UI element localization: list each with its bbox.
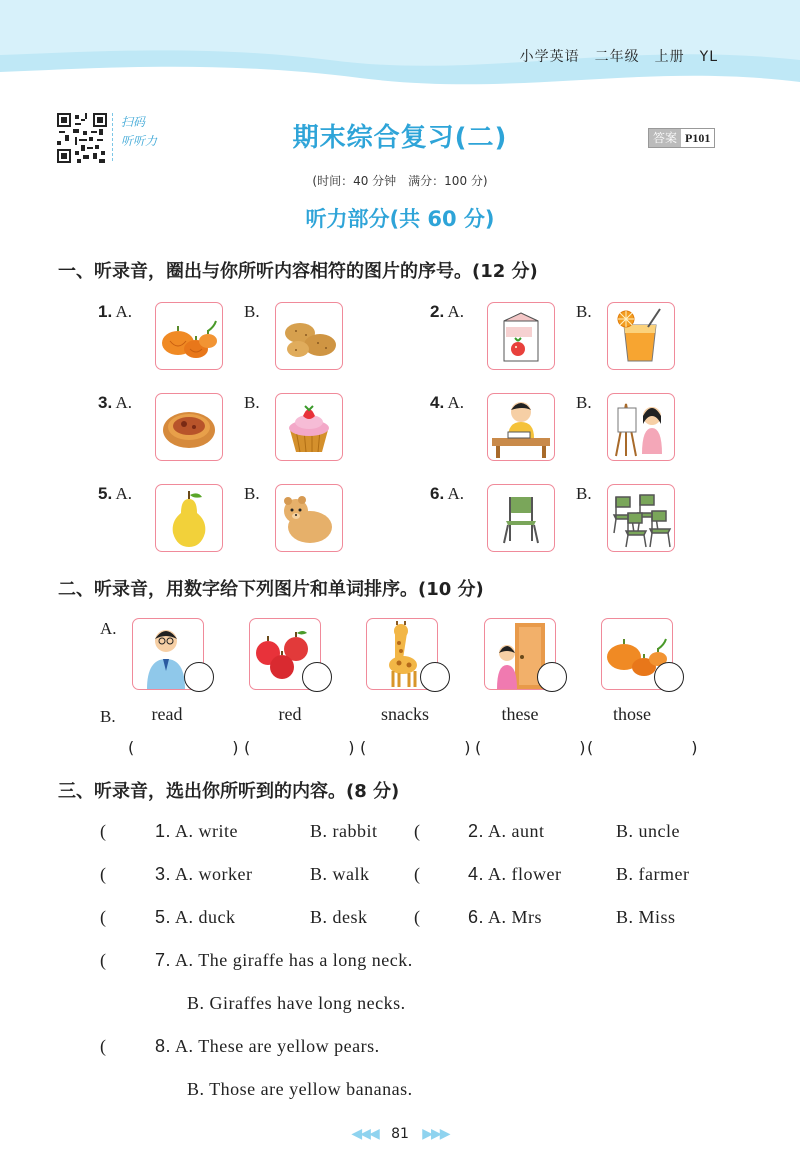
word-these: these <box>501 704 539 724</box>
orange-juice-icon[interactable] <box>607 302 675 370</box>
word-snacks: snacks <box>381 704 429 724</box>
item6-num: 6. <box>430 484 445 503</box>
qr-caption-line2: 听听力 <box>121 134 158 148</box>
item3-option-a: A. <box>115 393 133 412</box>
q2-num: 2. <box>468 821 485 841</box>
q8-option-a: A. These are yellow pears. <box>175 1036 380 1056</box>
q2-blank[interactable]: ( <box>414 821 421 841</box>
chairs-icon[interactable] <box>607 484 675 552</box>
pumpkins-icon[interactable] <box>155 302 223 370</box>
q4 <box>468 864 562 885</box>
q7-num: 7. <box>155 950 172 970</box>
q7 <box>155 950 413 971</box>
section2-label-b: B. <box>100 707 116 726</box>
q5-option-b: B. desk <box>310 907 368 927</box>
section3-title: 三、听录音，选出你所听到的内容。(8 分) <box>58 781 400 802</box>
q1-option-a: A. write <box>175 821 239 841</box>
q7-blank[interactable]: ( <box>100 950 107 970</box>
q1-num: 1. <box>155 821 172 841</box>
order-circle-4[interactable] <box>537 662 567 692</box>
q3-num: 3. <box>155 864 172 884</box>
word-read: read <box>151 704 183 724</box>
item1-option-b: B. <box>244 302 260 321</box>
item5-option-b: B. <box>244 484 260 503</box>
q6-blank[interactable]: ( <box>414 907 421 927</box>
item5-option-a: A. <box>115 484 133 503</box>
answer-tag <box>648 128 715 148</box>
egg-tart-icon[interactable] <box>155 393 223 461</box>
item2-option-b: B. <box>576 302 592 321</box>
item1-label <box>98 302 132 322</box>
page-number: 81 <box>391 1126 409 1142</box>
q8-blank[interactable]: ( <box>100 1036 107 1056</box>
q6 <box>468 907 542 928</box>
q8 <box>155 1036 380 1057</box>
item1-num: 1. <box>98 302 113 321</box>
section2-label-a: A. <box>100 619 117 638</box>
q5 <box>155 907 236 928</box>
q2 <box>468 821 545 842</box>
item4-option-a: A. <box>447 393 465 412</box>
item2-num: 2. <box>430 302 445 321</box>
q6-option-b: B. Miss <box>616 907 676 927</box>
q3-option-a: A. worker <box>175 864 253 884</box>
item3-num: 3. <box>98 393 113 412</box>
q5-num: 5. <box>155 907 172 927</box>
q6-num: 6. <box>468 907 485 927</box>
item3-option-b: B. <box>244 393 260 412</box>
prev-arrows-icon: ◀◀◀ <box>351 1126 378 1142</box>
page-title: 期末综合复习(二) <box>292 123 508 153</box>
q6-option-a: A. Mrs <box>488 907 543 927</box>
order-circle-5[interactable] <box>654 662 684 692</box>
q4-blank[interactable]: ( <box>414 864 421 884</box>
potatoes-icon[interactable] <box>275 302 343 370</box>
answer-blank-4[interactable]: ( ) <box>475 738 608 757</box>
q4-option-a: A. flower <box>488 864 562 884</box>
header-course-info: 小学英语 二年级 上册 YL <box>519 49 718 65</box>
word-those: those <box>613 704 651 724</box>
item2-option-a: A. <box>447 302 465 321</box>
q1-option-b: B. rabbit <box>310 821 378 841</box>
answer-label: 答案 <box>649 129 681 147</box>
answer-blank-3[interactable]: ( ) <box>360 738 493 757</box>
milk-carton-icon[interactable] <box>487 302 555 370</box>
answer-page: P101 <box>685 131 711 145</box>
item6-label <box>430 484 464 504</box>
answer-blank-5[interactable]: ( ) <box>587 738 720 757</box>
chair-icon[interactable] <box>487 484 555 552</box>
item3-label <box>98 393 132 413</box>
item4-label <box>430 393 464 413</box>
item2-label <box>430 302 464 322</box>
q1 <box>155 821 238 842</box>
order-circle-2[interactable] <box>302 662 332 692</box>
exam-info: (时间：40 分钟 满分：100 分) <box>312 174 488 188</box>
bear-icon[interactable] <box>275 484 343 552</box>
section1-title: 一、听录音，圈出与你所听内容相符的图片的序号。(12 分) <box>58 261 538 282</box>
item6-option-b: B. <box>576 484 592 503</box>
q5-blank[interactable]: ( <box>100 907 107 927</box>
cupcake-icon[interactable] <box>275 393 343 461</box>
item5-num: 5. <box>98 484 113 503</box>
item4-num: 4. <box>430 393 445 412</box>
page-footer <box>0 1126 800 1142</box>
item4-option-b: B. <box>576 393 592 412</box>
q3-option-b: B. walk <box>310 864 370 884</box>
boy-writing-icon[interactable] <box>487 393 555 461</box>
q3 <box>155 864 253 885</box>
part-title: 听力部分(共 60 分) <box>305 207 495 231</box>
item1-option-a: A. <box>115 302 133 321</box>
q4-option-b: B. farmer <box>616 864 690 884</box>
q7-option-a: A. The giraffe has a long neck. <box>175 950 413 970</box>
item5-label <box>98 484 132 504</box>
answer-blank-1[interactable]: ( ) <box>128 738 261 757</box>
word-red: red <box>278 704 302 724</box>
q2-option-b: B. uncle <box>616 821 680 841</box>
girl-painting-icon[interactable] <box>607 393 675 461</box>
q2-option-a: A. aunt <box>488 821 545 841</box>
order-circle-3[interactable] <box>420 662 450 692</box>
qr-caption-line1: 扫码 <box>121 115 146 129</box>
q1-blank[interactable]: ( <box>100 821 107 841</box>
q4-num: 4. <box>468 864 485 884</box>
q5-option-a: A. duck <box>175 907 236 927</box>
q8-num: 8. <box>155 1036 172 1056</box>
section2-title: 二、听录音，用数字给下列图片和单词排序。(10 分) <box>58 579 484 600</box>
pear-icon[interactable] <box>155 484 223 552</box>
q3-blank[interactable]: ( <box>100 864 107 884</box>
order-circle-1[interactable] <box>184 662 214 692</box>
item6-option-a: A. <box>447 484 465 503</box>
next-arrows-icon: ▶▶▶ <box>422 1126 449 1142</box>
answer-blank-2[interactable]: ( ) <box>244 738 377 757</box>
q8-option-b: B. Those are yellow bananas. <box>187 1079 413 1099</box>
q7-option-b: B. Giraffes have long necks. <box>187 993 406 1013</box>
